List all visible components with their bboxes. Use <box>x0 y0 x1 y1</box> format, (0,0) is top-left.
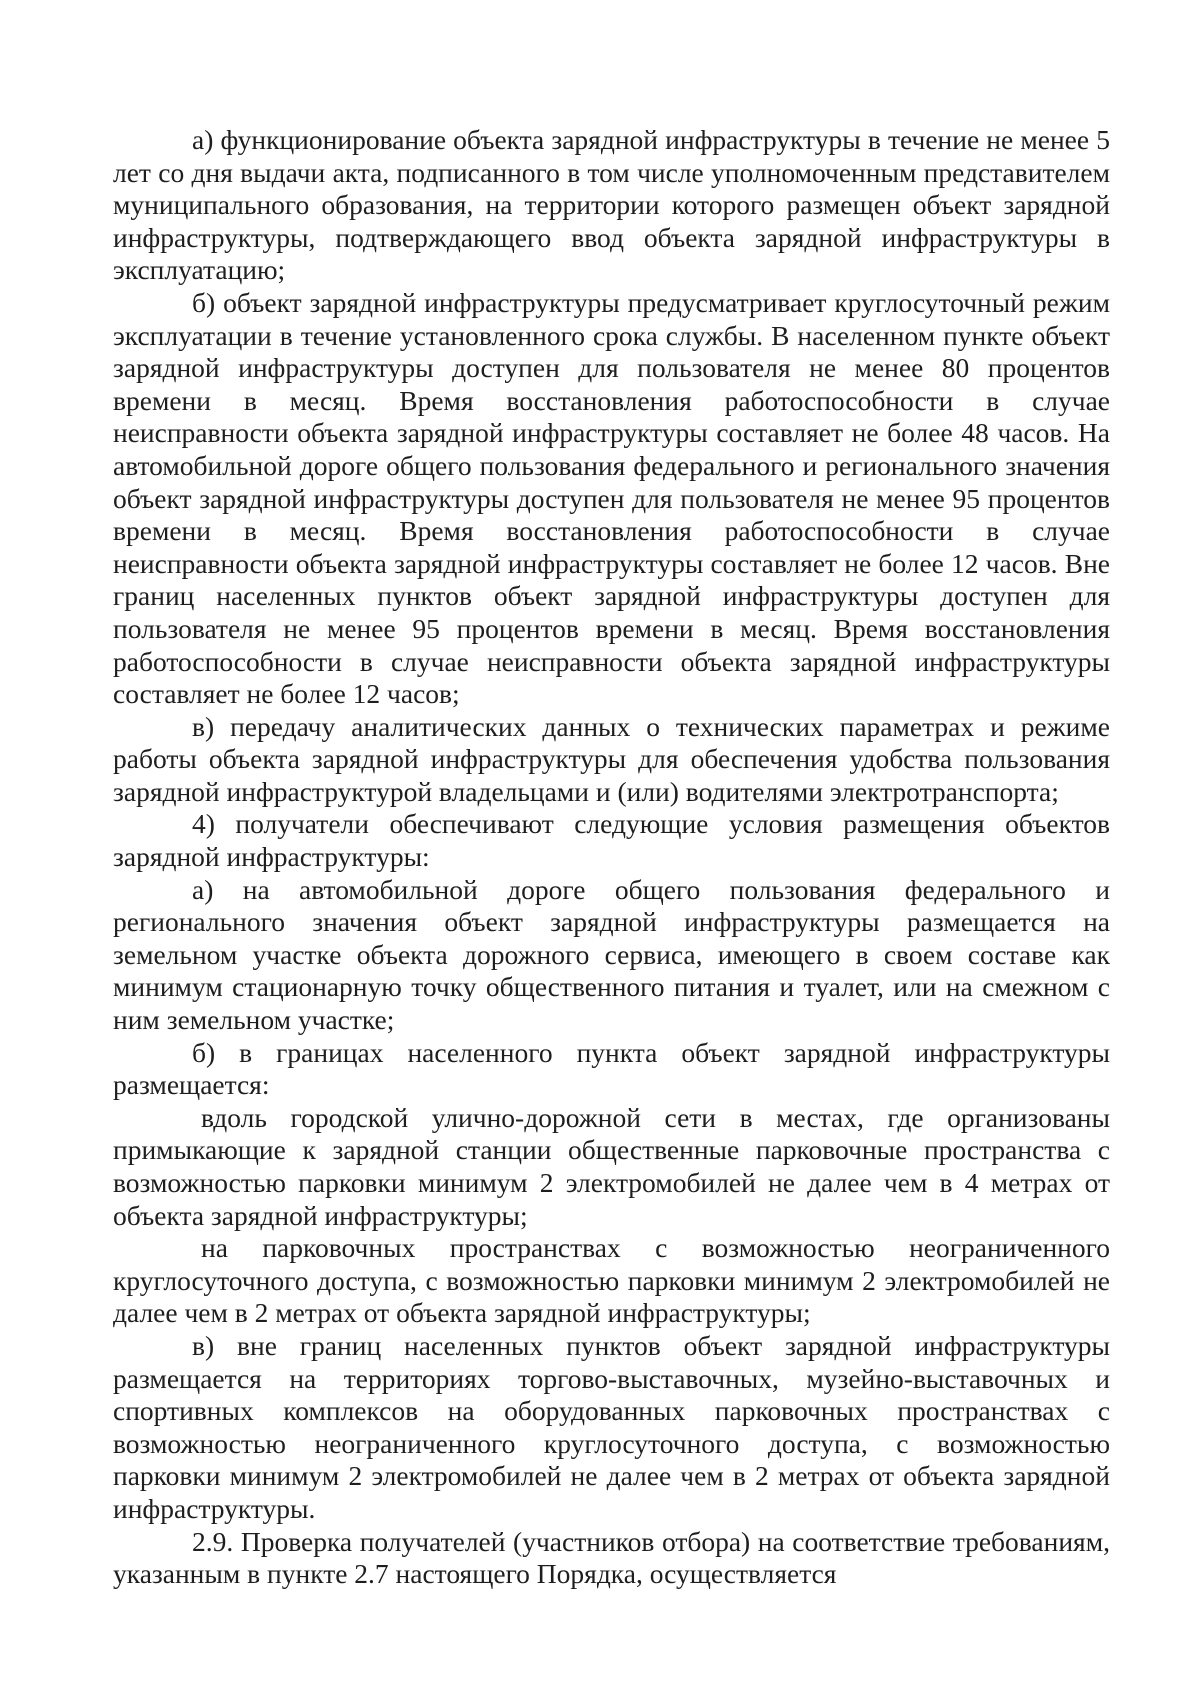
paragraph-street-network: вдоль городской улично-дорожной сети в местах, где организованы примыкающие к зарядной станции общественные парковочные пространства с возможностью парковки минимум 2 электромобилей не далее чем в 4 метрах от объекта зарядной инфраструктуры; <box>113 1101 1110 1231</box>
paragraph-b-operation-mode: б) объект зарядной инфраструктуры предусматривает круглосуточный режим эксплуатации в течение установленного срока службы. В населенном пункте объект зарядной инфраструктуры доступен для пользователя не менее 80 процентов времени в месяц. Время восстановления работоспособности в случае неисправности объекта зарядной инфраструктуры составляет не более 48 часов. На автомобильной дороге общего пользования федерального и регионального значения объект зарядной инфраструктуры доступен для пользователя не менее 95 процентов времени в месяц. Время восстановления работоспособности в случае неисправности объекта зарядной инфраструктуры составляет не более 12 часов. Вне границ населенных пунктов объект зарядной инфраструктуры доступен для пользователя не менее 95 процентов времени в месяц. Время восстановления работоспособности в случае неисправности объекта зарядной инфраструктуры составляет не более 12 часов; <box>113 286 1110 710</box>
paragraph-parking-spaces: на парковочных пространствах с возможностью неограниченного круглосуточного доступа, с возможностью парковки минимум 2 электромобилей не далее чем в 2 метрах от объекта зарядной инфраструктуры; <box>113 1232 1110 1329</box>
paragraph-4-placement-conditions: 4) получатели обеспечивают следующие условия размещения объектов зарядной инфраструктуры: <box>113 808 1110 873</box>
document-body <box>113 124 1110 1591</box>
paragraph-a-highway-placement: а) на автомобильной дороге общего пользования федерального и регионального значения объект зарядной инфраструктуры размещается на земельном участке объекта дорожного сервиса, имеющего в своем составе как минимум стационарную точку общественного питания и туалет, или на смежном с ним земельном участке; <box>113 873 1110 1036</box>
paragraph-b-settlement-placement: б) в границах населенного пункта объект зарядной инфраструктуры размещается: <box>113 1036 1110 1101</box>
paragraph-v-data-transfer: в) передачу аналитических данных о технических параметрах и режиме работы объекта зарядной инфраструктуры для обеспечения удобства пользования зарядной инфраструктурой владельцами и (или) водителями электротранспорта; <box>113 710 1110 807</box>
paragraph-2-9-verification: 2.9. Проверка получателей (участников отбора) на соответствие требованиям, указанным в пункте 2.7 настоящего Порядка, осуществляется <box>113 1525 1110 1590</box>
paragraph-a-functioning: а) функционирование объекта зарядной инфраструктуры в течение не менее 5 лет со дня выдачи акта, подписанного в том числе уполномоченным представителем муниципального образования, на территории которого размещен объект зарядной инфраструктуры, подтверждающего ввод объекта зарядной инфраструктуры в эксплуатацию; <box>113 124 1110 286</box>
paragraph-v-outside-settlements: в) вне границ населенных пунктов объект зарядной инфраструктуры размещается на территориях торгово-выставочных, музейно-выставочных и спортивных комплексов на оборудованных парковочных пространствах с возможностью неограниченного круглосуточного доступа, с возможностью парковки минимум 2 электромобилей не далее чем в 2 метрах от объекта зарядной инфраструктуры. <box>113 1329 1110 1524</box>
